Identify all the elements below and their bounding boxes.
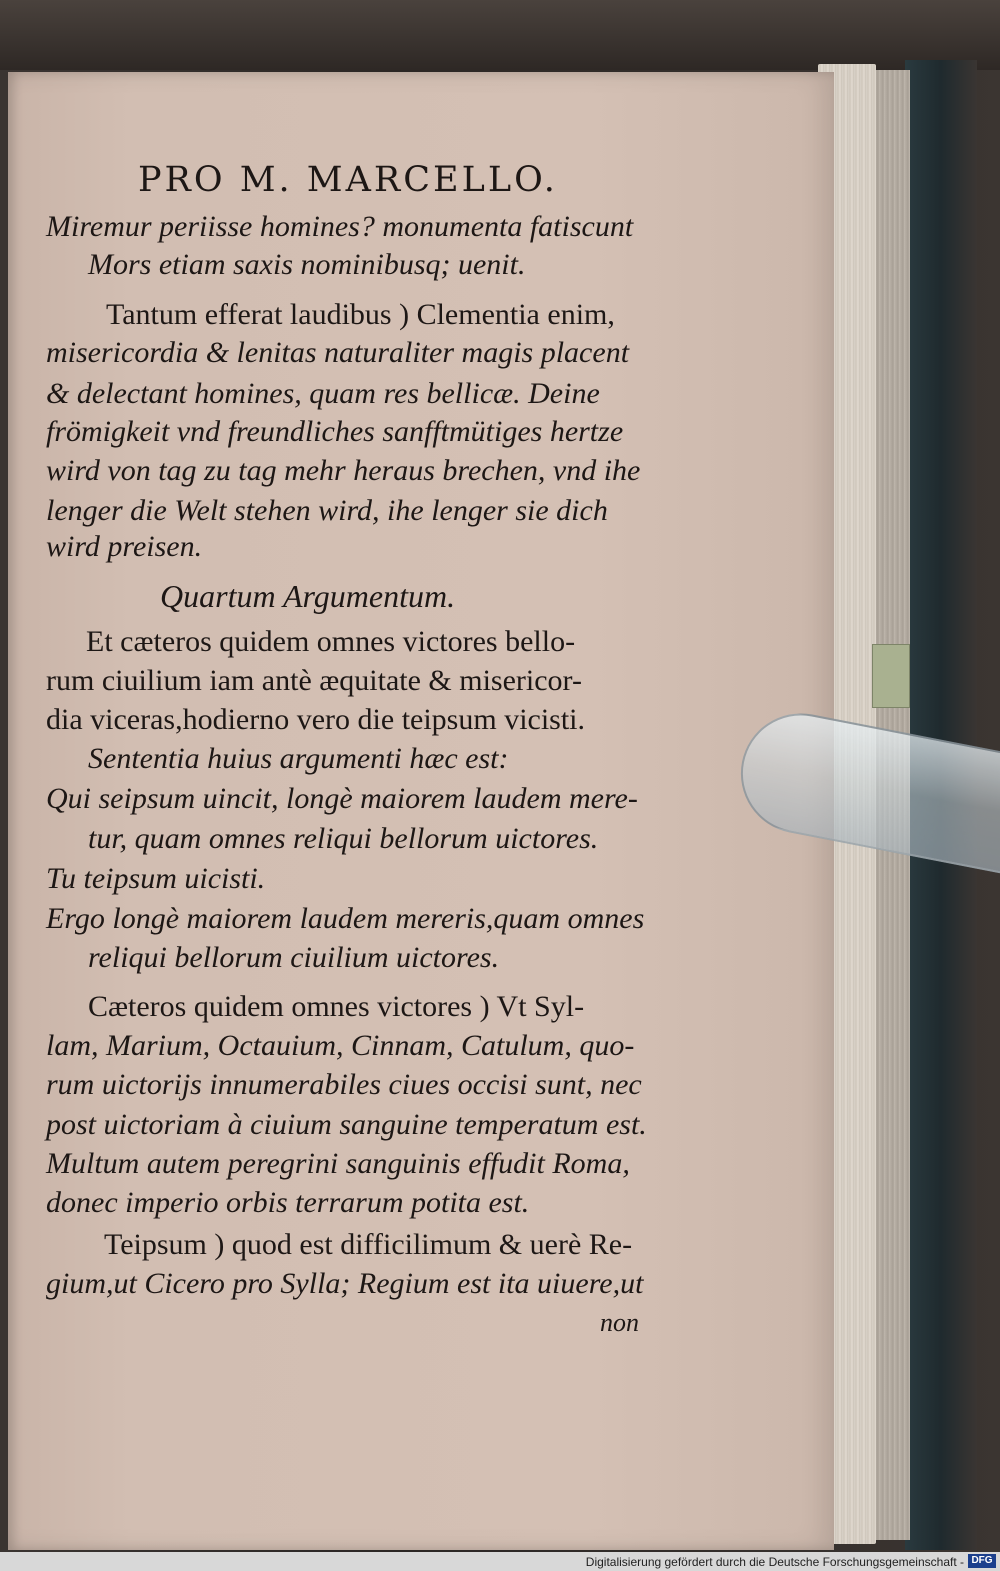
text-line: lam, Marium, Octauium, Cinnam, Catulum, quo- [46, 1029, 635, 1062]
text-line: Multum autem peregrini sanguinis effudit Roma, [46, 1147, 630, 1180]
text-line: reliqui bellorum ciuilium uictores. [88, 941, 500, 974]
text-line: Tantum efferat laudibus ) Clementia enim, [106, 298, 615, 331]
text-line: wird preisen. [46, 530, 203, 563]
text-line: dia viceras,hodierno vero die teipsum vicisti. [46, 703, 586, 736]
page-tab-marker [872, 644, 910, 708]
text-line: frömigkeit vnd freundliches sanfftmütiges hertze [46, 415, 624, 448]
text-line: Sententia huius argumenti hæc est: [88, 742, 509, 775]
text-line: rum ciuilium iam antè æquitate & misericor- [46, 664, 582, 697]
text-line: & delectant homines, quam res bellicæ. Deine [46, 377, 600, 410]
text-line: wird von tag zu tag mehr heraus brechen, vnd ihe [46, 454, 641, 487]
running-header: PRO M. MARCELLO. [138, 160, 558, 200]
text-line: Cæteros quidem omnes victores ) Vt Syl- [88, 990, 585, 1023]
text-line: lenger die Welt stehen wird, ihe lenger sie dich [46, 494, 608, 527]
text-line: tur, quam omnes reliqui bellorum uictores. [88, 822, 599, 855]
section-heading: Quartum Argumentum. [160, 578, 456, 614]
text-line: rum uictorijs innumerabiles ciues occisi sunt, nec [46, 1068, 642, 1101]
text-line: Tu teipsum uicisti. [46, 862, 266, 895]
text-line: Mors etiam saxis nominibusq; uenit. [88, 248, 526, 281]
text-line: Et cæteros quidem omnes victores bello- [86, 625, 576, 658]
footer-credit: Digitalisierung gefördert durch die Deutsche Forschungsgemeinschaft - [585, 1555, 964, 1569]
cover-top-edge [0, 0, 1000, 70]
text-line: donec imperio orbis terrarum potita est. [46, 1186, 530, 1219]
text-line: Miremur periisse homines? monumenta fatiscunt [46, 210, 634, 243]
text-line: Ergo longè maiorem laudem mereris,quam omnes [46, 902, 645, 935]
text-line: gium,ut Cicero pro Sylla; Regium est ita uiuere,ut [46, 1267, 644, 1300]
text-line: Teipsum ) quod est difficilimum & uerè Re- [104, 1228, 633, 1261]
catchword: non [600, 1308, 639, 1337]
dfg-logo: DFG [968, 1554, 996, 1568]
text-line: misericordia & lenitas naturaliter magis placent [46, 336, 630, 369]
text-line: Qui seipsum uincit, longè maiorem laudem mere- [46, 782, 638, 815]
text-line: post uictoriam à ciuium sanguine temperatum est. [46, 1108, 647, 1141]
